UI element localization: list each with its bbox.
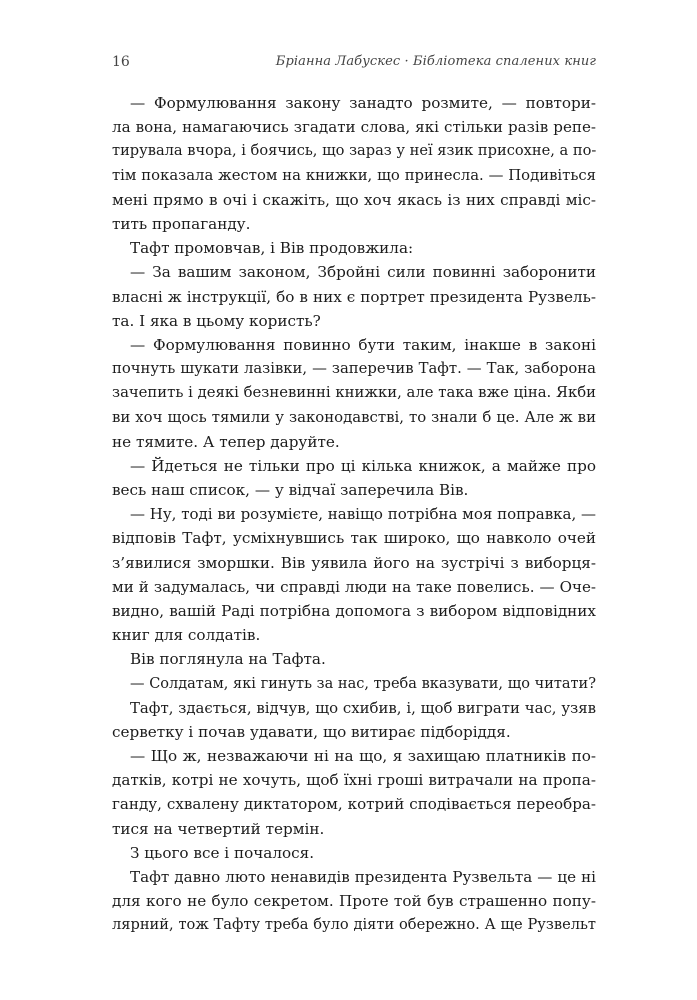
text-line: не тямите. А тепер даруйте. [112, 432, 340, 451]
text-line: мені прямо в очі і скажіть, що хоч якась із них справді міс- [112, 190, 596, 209]
text-line: ви хоч щось тямили у законодавстві, то знали б це. Але ж ви [112, 408, 596, 427]
text-line: датків, котрі не хочуть, щоб їхні гроші витрачали на пропа- [112, 771, 596, 790]
text-line: зачепить і деякі безневинні книжки, але така вже ціна. Якби [112, 384, 596, 402]
text-line: почнуть шукати лазівки, — заперечив Тафт. — Так, заборона [112, 360, 596, 378]
text-line: — Формулювання закону занадто розмите, — повтори- [130, 94, 596, 112]
text-line: Тафт давно люто ненавидів президента Рузвельта — це ні [130, 868, 596, 886]
text-line: відповів Тафт, усміхнувшись так широко, що навколо очей [112, 529, 596, 548]
text-line: З цього все і почалося. [130, 843, 315, 862]
text-line: для кого не було секретом. Проте той був страшенно попу- [112, 892, 596, 911]
running-head [112, 54, 596, 74]
text-line: — Що ж, незважаючи ні на що, я захищаю платників по- [130, 747, 596, 766]
text-line: видно, вашій Раді потрібна допомога з вибором відповідних [112, 601, 596, 620]
text-line: — Солдатам, які гинуть за нас, треба вказувати, що читати? [130, 675, 596, 692]
text-line: — Ну, тоді ви розумієте, навіщо потрібна моя поправка, — [130, 505, 596, 524]
running-title: Бріанна Лабускес · Бібліотека спалених книг [275, 54, 596, 69]
text-line: власні ж інструкції, бо в них є портрет президента Рузвель- [112, 287, 596, 306]
body-text [112, 91, 596, 938]
text-line: Тафт, здається, відчув, що схибив, і, щоб виграти час, узяв [130, 698, 596, 717]
text-line: тить пропаганду. [112, 214, 251, 233]
text-line: Тафт промовчав, і Вів продовжила: [130, 239, 414, 258]
text-line: — За вашим законом, Збройні сили повинні заборонити [130, 263, 596, 282]
text-line: ми й задумалась, чи справді люди на таке повелись. — Оче- [112, 577, 596, 596]
text-line: книг для солдатів. [112, 626, 261, 645]
text-line: тім показала жестом на книжки, що принесла. — Подивіться [112, 166, 596, 184]
text-line: ганду, схвалену диктатором, котрий сподівається переобра- [112, 795, 596, 814]
text-line: ла вона, намагаючись згадати слова, які стільки разів репе- [112, 118, 596, 137]
text-line: лярний, тож Тафту треба було діяти обережно. А ще Рузвельт [112, 916, 596, 934]
text-line: весь наш список, — у відчаї заперечила Вів. [112, 481, 469, 499]
text-line: серветку і почав удавати, що витирає підборіддя. [112, 722, 511, 741]
page-number: 16 [112, 54, 130, 70]
text-line: та. І яка в цьому користь? [112, 311, 321, 330]
text-line: тися на четвертий термін. [112, 819, 325, 838]
text-line: — Формулювання повинно бути таким, інакше в законі [130, 335, 596, 354]
text-line: з’явилися зморшки. Вів уявила його на зустрічі з виборця- [112, 553, 596, 572]
text-line: Вів поглянула на Тафта. [130, 650, 326, 669]
text-line: тирувала вчора, і боячись, що зараз у неї язик присохне, а по- [112, 142, 596, 160]
text-line: — Йдеться не тільки про ці кілька книжок, а майже про [130, 456, 596, 475]
